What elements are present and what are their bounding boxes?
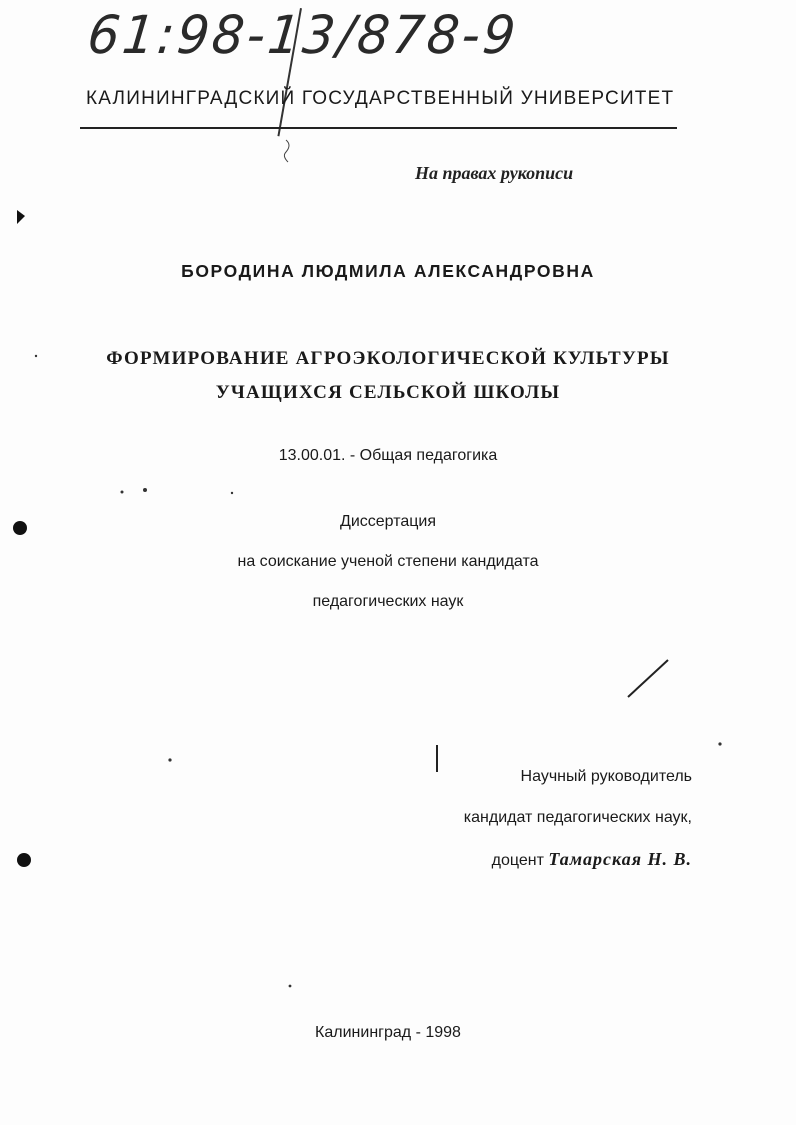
supervisor-name: Тамарская Н. В.: [548, 849, 692, 869]
manuscript-rights-note: На правах рукописи: [415, 163, 574, 183]
dissertation-description: [0, 510, 776, 630]
handwritten-catalog-number: 61:98-13/878-9: [84, 4, 522, 66]
city-year: Калининград - 1998: [315, 1024, 461, 1041]
author-name: БОРОДИНА ЛЮДМИЛА АЛЕКСАНДРОВНА: [181, 261, 595, 281]
diss-line-2: на соискание ученой степени кандидата: [237, 553, 539, 570]
binding-hole-mark-3: [17, 853, 31, 867]
speck: [718, 742, 721, 745]
speck: [143, 488, 147, 492]
title-line-1: ФОРМИРОВАНИЕ АГРОЭКОЛОГИЧЕСКОЙ КУЛЬТУРЫ: [106, 348, 670, 369]
speck: [231, 492, 233, 494]
dissertation-title: [0, 342, 776, 410]
pen-stroke-mark: [628, 660, 668, 697]
university-name: КАЛИНИНГРАДСКИЙ ГОСУДАРСТВЕННЫЙ УНИВЕРСИТЕТ: [86, 88, 675, 109]
title-line-2: УЧАЩИХСЯ СЕЛЬСКОЙ ШКОЛЫ: [215, 382, 561, 403]
supervisor-block: [464, 765, 692, 888]
specialty-code: 13.00.01. - Общая педагогика: [278, 447, 498, 464]
supervisor-rank: доцент: [491, 852, 544, 869]
speck: [289, 985, 292, 988]
binding-hole-mark-1: [17, 210, 25, 224]
diss-line-3: педагогических наук: [312, 593, 464, 610]
supervisor-line-3: [464, 847, 692, 888]
header-divider: [80, 127, 677, 129]
speck: [121, 491, 124, 494]
speck: [168, 758, 171, 761]
handwritten-squiggle: [284, 140, 289, 162]
supervisor-line-2: кандидат педагогических наук,: [463, 809, 692, 826]
supervisor-line-1: Научный руководитель: [520, 768, 692, 785]
diss-line-1: Диссертация: [339, 513, 437, 530]
